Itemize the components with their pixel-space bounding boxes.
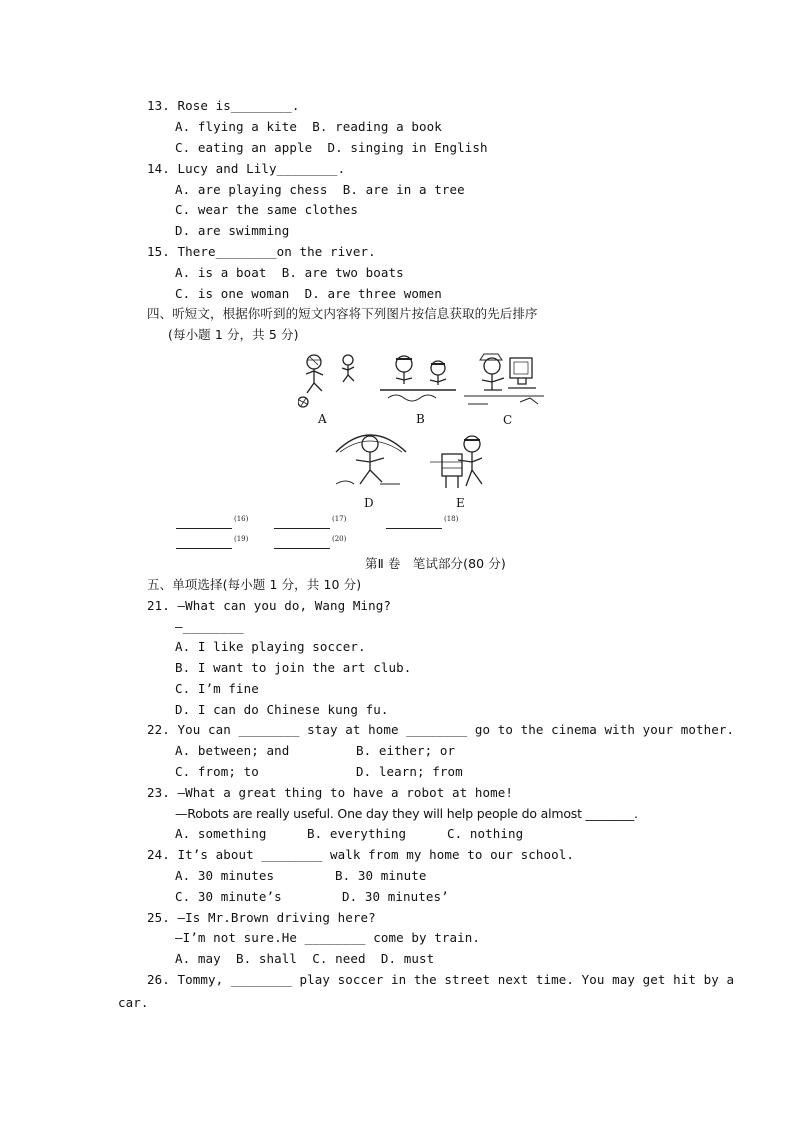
q14-option-d: D. are swimming (175, 223, 290, 238)
answer-number-20: (20) (332, 535, 347, 543)
person-with-hat-icon (330, 422, 410, 494)
answer-number-16: (16) (234, 515, 249, 523)
q25-options: A. may B. shall C. need D. must (175, 951, 435, 966)
q14-options-ab: A. are playing chess B. are in a tree (175, 182, 465, 197)
q26-stem: 26. Tommy, ________ play soccer in the street next time. You may get hit by a (147, 972, 735, 987)
picture-c (462, 350, 546, 412)
q24-option-c: C. 30 minute’s (175, 889, 282, 904)
answer-blank-16[interactable] (176, 528, 232, 529)
q23-option-b: B. everything (307, 826, 407, 841)
q24-stem: 24. It’s about ________ walk from my home to our school. (147, 847, 575, 862)
children-playing-ball-icon (298, 352, 362, 412)
q24-option-a: A. 30 minutes (175, 868, 275, 883)
q23-option-c: C. nothing (447, 826, 524, 841)
answer-number-17: (17) (332, 515, 347, 523)
answer-blank-17[interactable] (274, 528, 330, 529)
q24-option-d: D. 30 minutes’ (342, 889, 449, 904)
picture-d-label: D (364, 496, 374, 510)
answer-blank-19[interactable] (176, 548, 232, 549)
q25-reply: —I’m not sure.He ________ come by train. (175, 930, 481, 945)
picture-d (330, 422, 410, 494)
q21-option-b: B. I want to join the art club. (175, 660, 412, 675)
q21-option-a: A. I like playing soccer. (175, 639, 366, 654)
q13-options-ab: A. flying a kite B. reading a book (175, 119, 442, 134)
section5-title: 五、单项选择(每小题 1 分，共 10 分) (147, 577, 362, 592)
q13-options-cd: C. eating an apple D. singing in English (175, 140, 488, 155)
q13-stem: 13. Rose is________. (147, 98, 300, 113)
section4-title: 四、听短文，根据你听到的短文内容将下列图片按信息获取的先后排序 (147, 306, 538, 321)
q22-option-b: B. either; or (356, 743, 456, 758)
q14-stem: 14. Lucy and Lily________. (147, 161, 346, 176)
q21-reply: —________ (175, 619, 244, 634)
answer-number-18: (18) (444, 515, 459, 523)
q23-option-a: A. something (175, 826, 267, 841)
q23-reply: —Robots are really useful. One day they will help people do almost ________. (175, 806, 638, 821)
q23-stem: 23. —What a great thing to have a robot at home! (147, 785, 514, 800)
picture-a-label: A (318, 412, 327, 426)
q21-option-c: C. I’m fine (175, 681, 259, 696)
q14-option-c: C. wear the same clothes (175, 202, 359, 217)
answer-blank-18[interactable] (386, 528, 442, 529)
q22-option-d: D. learn; from (356, 764, 463, 779)
man-at-computer-icon (462, 350, 546, 412)
q21-option-d: D. I can do Chinese kung fu. (175, 702, 389, 717)
q22-option-a: A. between; and (175, 743, 290, 758)
q21-stem: 21. —What can you do, Wang Ming? (147, 598, 392, 613)
q22-stem: 22. You can ________ stay at home ________ go to the cinema with your mother. (147, 722, 735, 737)
answer-number-19: (19) (234, 535, 249, 543)
children-at-table-icon (378, 352, 458, 410)
picture-b-label: B (416, 412, 425, 426)
part2-title: 第Ⅱ 卷 笔试部分(80 分) (365, 556, 506, 571)
answer-blank-20[interactable] (274, 548, 330, 549)
picture-c-label: C (503, 413, 513, 427)
picture-b (378, 352, 458, 410)
section4-note: (每小题 1 分，共 5 分) (168, 327, 299, 342)
picture-e (428, 432, 494, 494)
q15-stem: 15. There________on the river. (147, 244, 376, 259)
person-playing-piano-icon (428, 432, 494, 494)
q15-options-cd: C. is one woman D. are three women (175, 286, 442, 301)
picture-a (298, 352, 362, 412)
q25-stem: 25. —Is Mr.Brown driving here? (147, 910, 376, 925)
q26-continuation: car. (118, 995, 149, 1010)
picture-e-label: E (456, 496, 465, 510)
q22-option-c: C. from; to (175, 764, 259, 779)
q15-options-ab: A. is a boat B. are two boats (175, 265, 404, 280)
q24-option-b: B. 30 minute (335, 868, 427, 883)
